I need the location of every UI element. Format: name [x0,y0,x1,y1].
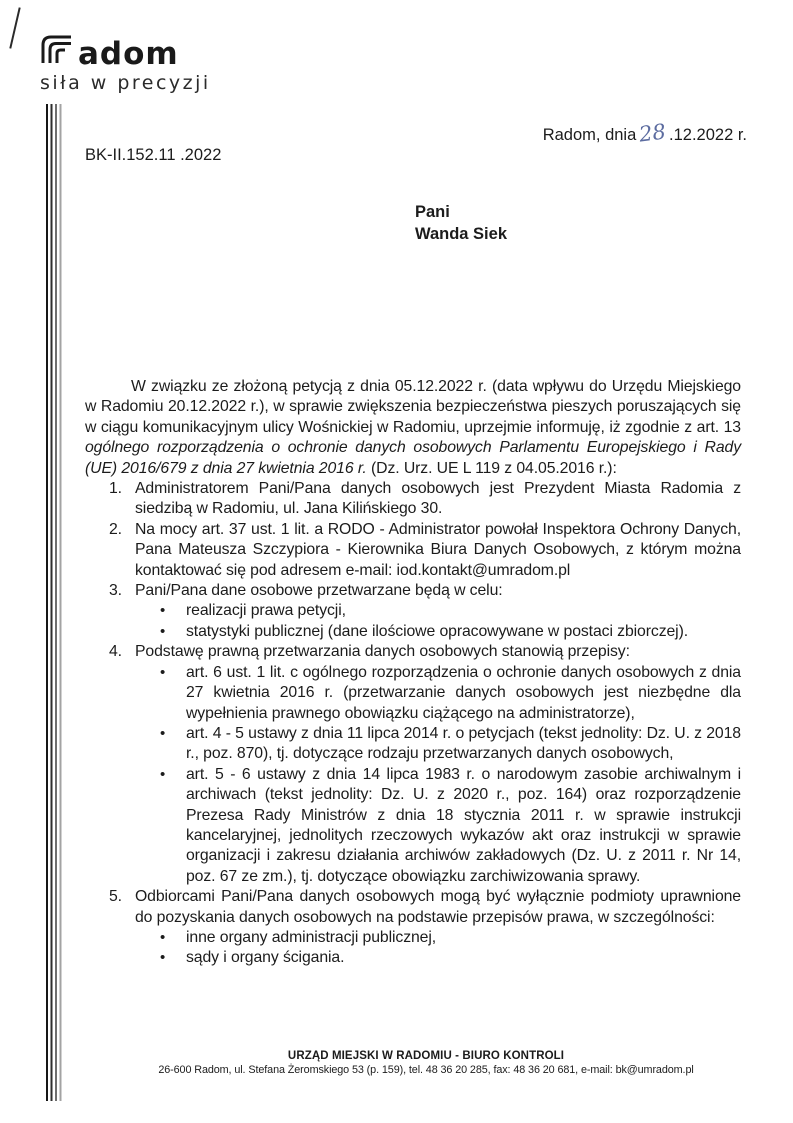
list-item [85,581,741,642]
list-item [85,887,741,969]
radom-logo-r-icon [40,34,76,69]
bullet-item [160,948,741,968]
bullet-text: realizacji prawa petycji, [186,602,346,620]
list-text-lead: Pani/Pana dane osobowe przetwarzane będą w celu: [135,582,503,600]
intro-part2: (Dz. Urz. UE L 119 z 04.05.2016 r.): [370,459,617,477]
letter-footer [96,1050,756,1076]
bullet-item [160,663,741,724]
list-item [85,642,741,887]
list-number: 3. [109,582,122,600]
bullet-marker-icon [160,724,186,765]
radom-logo-wordmark [40,34,211,72]
date-line [543,121,747,145]
bullet-item [160,601,741,621]
addressee-salutation: Pani [415,203,450,221]
radom-logo [40,34,211,94]
list-item [85,520,741,581]
bullet-item [160,928,741,948]
list-number: 5. [109,888,122,906]
list-text: Administratorem Pani/Pana danych osobowych jest Prezydent Miasta Radomia z siedzibą w Radomiu, ul. Jana Kilińskiego 30. [135,480,741,518]
bullet-marker-icon [160,928,186,948]
list-number: 1. [109,480,122,498]
bullet-marker-icon [160,622,186,642]
date-prefix: Radom, dnia [542,126,637,144]
bullet-marker-icon [160,663,186,724]
list-number: 4. [109,643,122,661]
letter-body [85,377,741,969]
list-text [135,642,741,887]
list-text: Na mocy art. 37 ust. 1 lit. a RODO - Administrator powołał Inspektora Ochrony Danych, Pana Mateusza Szczypiora - Kierownika Biura Danych Osobowych, z którym można kontaktować się pod adresem e-mail: iod.kontakt@umradom.pl [135,520,741,579]
handwritten-day: 28 [637,119,668,147]
list-text [135,887,741,969]
bullet-text: art. 4 - 5 ustawy z dnia 11 lipca 2014 r. o petycjach (tekst jednolity: Dz. U. z 2018 r., poz. 870), tj. dotyczące rodzaju przetwarzanych danych osobowych, [186,724,741,763]
list-text-lead: Odbiorcami Pani/Pana danych osobowych mogą być wyłącznie podmioty uprawnione do pozyskania danych osobowych na podstawie przepisów prawa, w szczególności: [135,888,741,926]
logo-tagline: siła w precyzji [40,72,211,94]
bullet-marker-icon [160,601,186,621]
footer-address-line: 26-600 Radom, ul. Stefana Żeromskiego 53 (p. 159), tel. 48 36 20 285, fax: 48 36 20 681, e-mail: bk@umradom.pl [158,1064,694,1076]
addressee-block [415,201,507,245]
list-item [85,479,741,520]
bullet-item [160,765,741,887]
list-text [135,581,741,642]
pen-slash-mark [9,7,20,48]
bullet-marker-icon [160,765,186,887]
bullet-text: art. 6 ust. 1 lit. c ogólnego rozporządzenia o ochronie danych osobowych z dnia 27 kwietnia 2016 r. (przetwarzanie danych osobowych jest niezbędne dla wypełnienia prawnego obowiązku ciążącego na administratorze), [186,663,741,722]
intro-paragraph [85,377,741,479]
addressee-name: Wanda Siek [415,225,507,243]
bullet-text: art. 5 - 6 ustawy z dnia 14 lipca 1983 r. o narodowym zasobie archiwalnym i archiwach (tekst jednolity: Dz. U. z 2020 r., poz. 164) oraz rozporządzenie Prezesa Rady Ministrów z dnia 18 stycznia 2011 r. w sprawie instrukcji kancelaryjnej, jednolitych rzeczowych wykazów akt oraz instrukcji w sprawie organizacji i zakresu działania archiwów zakładowych (Dz. U. z 2011 r. Nr 14, poz. 67 ze zm.), tj. dotyczące obowiązku zarchiwizowania sprawy. [186,765,741,885]
bullet-marker-icon [160,948,186,968]
bullet-item [160,724,741,765]
date-suffix: .12.2022 r. [669,126,747,144]
list-text-lead: Podstawę prawną przetwarzania danych osobowych stanowią przepisy: [135,643,630,661]
logo-brand-text: adom [78,36,179,72]
bullet-text: inne organy administracji publicznej, [186,928,437,946]
intro-part1: W związku ze złożoną petycją z dnia 05.12.2022 r. (data wpływu do Urzędu Miejskiego w Radomiu 20.12.2022 r.), w sprawie zwiększenia bezpieczeństwa pieszych poruszających się w ciągu komunikacyjnym ulicy Wośnickiej w Radomiu, uprzejmie informuję, iż zgodnie z art. 13 [85,378,741,436]
left-scan-bars [46,104,62,1101]
intro-italic-citation: ogólnego rozporządzenia o ochronie danych osobowych Parlamentu Europejskiego i Rady (UE) 2016/679 z dnia 27 kwietnia 2016 r. [85,439,741,477]
list-number: 2. [109,520,122,538]
bullet-item [160,622,741,642]
bullet-text: statystyki publicznej (dane ilościowe opracowywane w postaci zbiorczej). [186,622,689,640]
reference-number: BK-II.152.11 .2022 [85,146,222,164]
footer-office-name: URZĄD MIEJSKI W RADOMIU - BIURO KONTROLI [287,1050,565,1062]
bullet-text: sądy i organy ścigania. [186,949,345,967]
